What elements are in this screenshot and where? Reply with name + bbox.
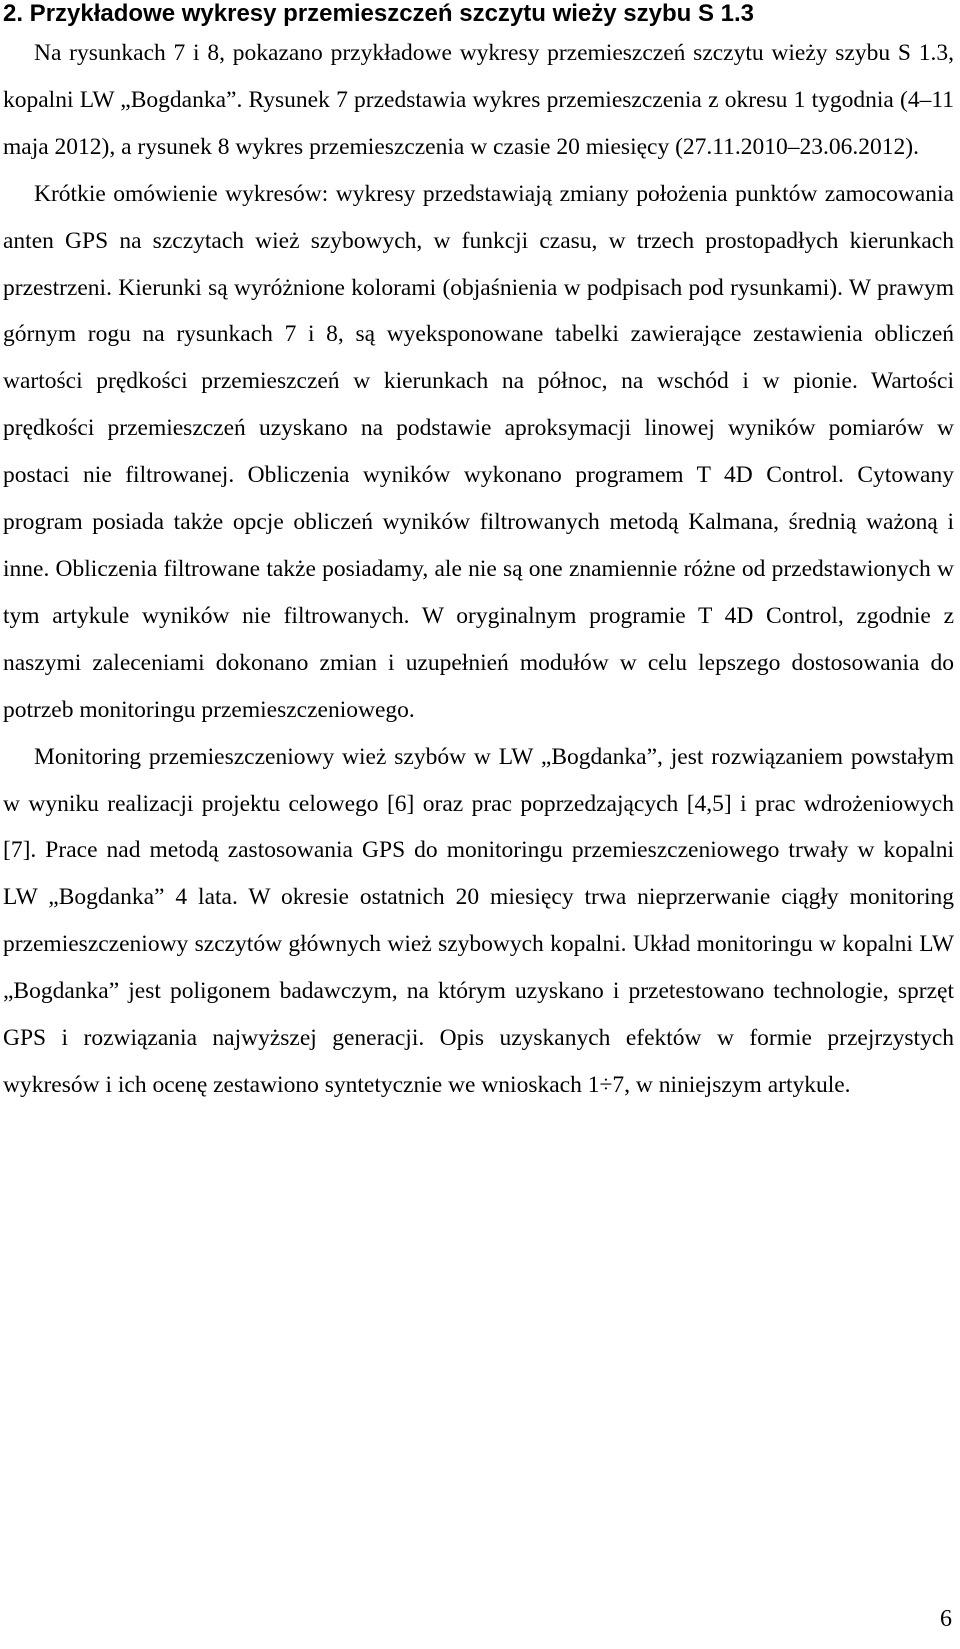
page-number: 6 [940,1606,952,1632]
section-heading: 2. Przykładowe wykresy przemieszczeń szczytu wieży szybu S 1.3 [3,0,755,27]
paragraph-monitoring-summary: Monitoring przemieszczeniowy wież szybów w LW „Bogdanka”, jest rozwiązaniem powstałym w wyniku realizacji projektu celowego [6] oraz prac poprzedzających [4,5] i prac wdrożeniowych [7]. Prace nad metodą zastosowania GPS do monitoringu przemieszczeniowego trwały w kopalni LW „Bogdanka” 4 lata. W okresie ostatnich 20 miesięcy trwa nieprzerwanie ciągły monitoring przemieszczeniowy szczytów głównych wież szybowych kopalni. Układ monitoringu w kopalni LW „Bogdanka” jest poligonem badawczym, na którym uzyskano i przetestowano technologie, sprzęt GPS i rozwiązania najwyższej generacji. Opis uzyskanych efektów w formie przejrzystych wykresów i ich ocenę zestawiono syntetycznie we wnioskach 1÷7, w niniejszym artykule. [3,743,954,1098]
paragraph-charts-description: Krótkie omówienie wykresów: wykresy przedstawiają zmiany położenia punktów zamocowania anten GPS na szczytach wież szybowych, w funkcji czasu, w trzech prostopadłych kierunkach przestrzeni. Kierunki są wyróżnione kolorami (objaśnienia w podpisach pod rysunkami). W prawym górnym rogu na rysunkach 7 i 8, są wyeksponowane tabelki zawierające zestawienia obliczeń wartości prędkości przemieszczeń w kierunkach na północ, na wschód i w pionie. Wartości prędkości przemieszczeń uzyskano na podstawie aproksymacji linowej wyników pomiarów w postaci nie filtrowanej. Obliczenia wyników wykonano programem T 4D Control. Cytowany program posiada także opcje obliczeń wyników filtrowanych metodą Kalmana, średnią ważoną i inne. Obliczenia filtrowane także posiadamy, ale nie są one znamiennie różne od przedstawionych w tym artykule wyników nie filtrowanych. W oryginalnym programie T 4D Control, zgodnie z naszymi zaleceniami dokonano zmian i uzupełnień modułów w celu lepszego dostosowania do potrzeb monitoringu przemieszczeniowego. [3,180,954,723]
paragraph-intro: Na rysunkach 7 i 8, pokazano przykładowe wykresy przemieszczeń szczytu wieży szybu S 1.3, kopalni LW „Bogdanka”. Rysunek 7 przedstawia wykres przemieszczenia z okresu 1 tygodnia (4–11 maja 2012), a rysunek 8 wykres przemieszczenia w czasie 20 miesięcy (27.11.2010–23.06.2012). [3,40,954,160]
body-text [3,30,954,1109]
